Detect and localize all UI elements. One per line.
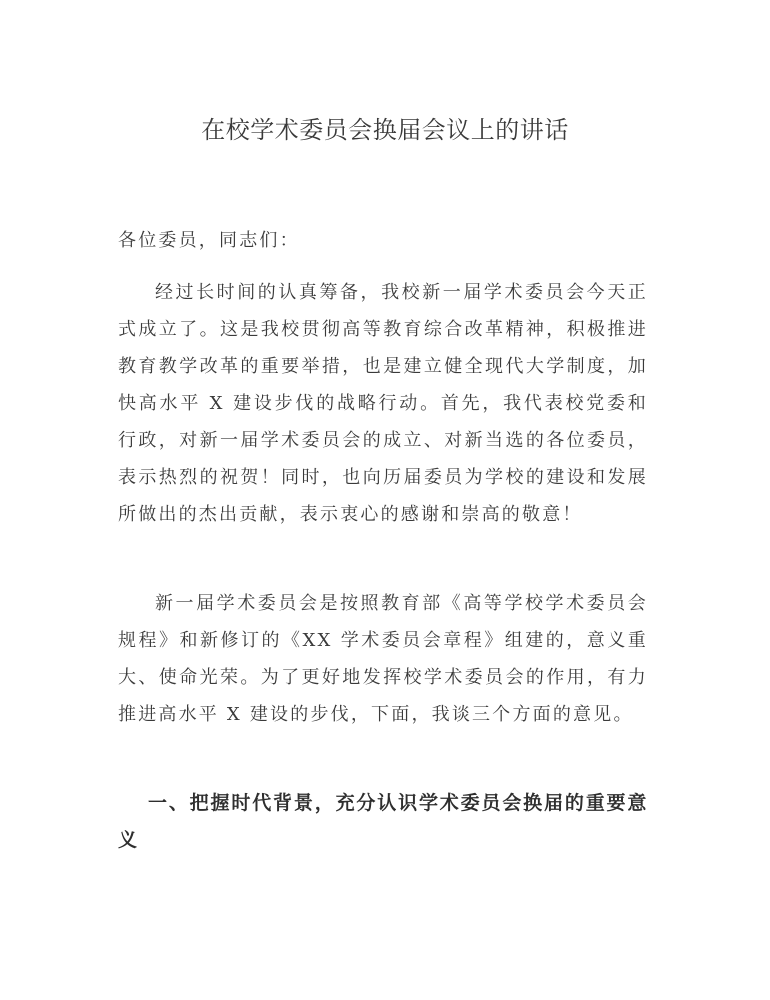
- section-heading-1: 一、把握时代背景，充分认识学术委员会换届的重要意义: [118, 792, 648, 851]
- paragraph-1: 经过长时间的认真筹备，我校新一届学术委员会今天正式成立了。这是我校贯彻高等教育综合改革精神，积极推进教育教学改革的重要举措，也是建立健全现代大学制度，加快高水平 X 建设步伐的战略行动。首先，我代表校党委和行政，对新一届学术委员会的成立、对新当选的各位委员，表示热烈的祝贺！同时，也向历届委员为学校的建设和发展所做出的杰出贡献，表示衷心的感谢和崇高的敬意！: [118, 282, 648, 525]
- document-title: 在校学术委员会换届会议上的讲话: [201, 116, 569, 144]
- paragraph-2: 新一届学术委员会是按照教育部《高等学校学术委员会规程》和新修订的《XX 学术委员会章程》组建的，意义重大、使命光荣。为了更好地发挥校学术委员会的作用，有力推进高水平 X 建设的步伐，下面，我谈三个方面的意见。: [118, 593, 648, 725]
- salutation: 各位委员，同志们：: [118, 230, 300, 251]
